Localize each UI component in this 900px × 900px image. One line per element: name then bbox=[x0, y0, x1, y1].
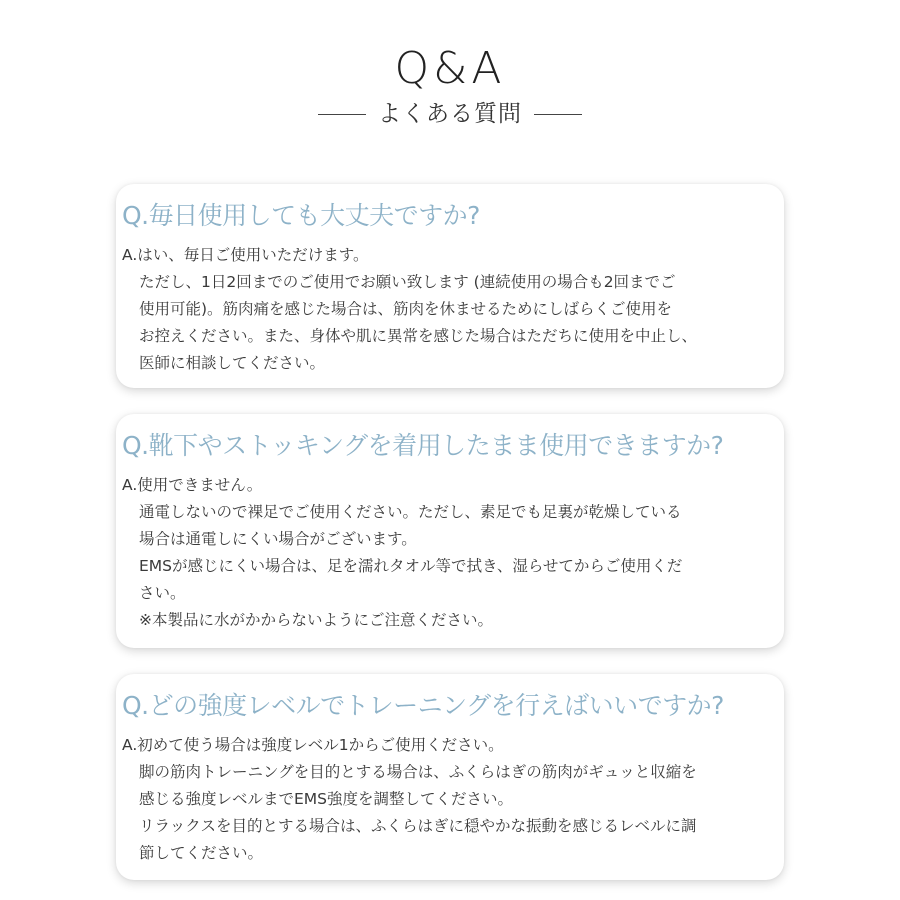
subtitle-rule-right bbox=[534, 114, 582, 115]
faq-answer-line: EMSが感じにくい場合は、足を濡れタオル等で拭き、湿らせてからご使用くだ bbox=[139, 557, 683, 575]
faq-answer-line: 脚の筋肉トレーニングを目的とする場合は、ふくらはぎの筋肉がギュッと収縮を bbox=[139, 763, 697, 781]
faq-answer-line: 使用可能)。筋肉痛を感じた場合は、筋肉を休ませるためにしばらくご使用を bbox=[139, 300, 673, 318]
faq-answer bbox=[122, 732, 780, 867]
page-header bbox=[0, 44, 900, 130]
faq-answer bbox=[122, 242, 780, 377]
faq-answer-line: 感じる強度レベルまでEMS強度を調整してください。 bbox=[139, 790, 514, 808]
subtitle-row bbox=[0, 98, 900, 130]
faq-answer-line: 医師に相談してください。 bbox=[139, 354, 326, 372]
faq-answer-line: 通電しないので裸足でご使用ください。ただし、素足でも足裏が乾燥している bbox=[139, 503, 682, 521]
subtitle-rule-left bbox=[318, 114, 366, 115]
faq-answer-line: リラックスを目的とする場合は、ふくらはぎに穏やかな振動を感じるレベルに調 bbox=[139, 817, 697, 835]
faq-answer-line: 節してください。 bbox=[139, 844, 264, 862]
faq-answer bbox=[122, 472, 780, 634]
faq-answer-lead: A.はい、毎日ご使用いただけます。 bbox=[122, 246, 369, 264]
faq-card-daily-use bbox=[116, 184, 784, 388]
faq-answer-line: さい。 bbox=[139, 584, 186, 602]
faq-question: Q.靴下やストッキングを着用したまま使用できますか? bbox=[122, 431, 724, 460]
faq-question: Q.どの強度レベルでトレーニングを行えばいいですか? bbox=[122, 691, 724, 720]
faq-card-socks bbox=[116, 414, 784, 648]
page-subtitle: よくある質問 bbox=[378, 101, 522, 127]
page-title: Q&A bbox=[394, 43, 506, 94]
faq-answer-line: お控えください。また、身体や肌に異常を感じた場合はただちに使用を中止し、 bbox=[139, 327, 698, 345]
faq-question: Q.毎日使用しても大丈夫ですか? bbox=[122, 201, 480, 230]
faq-answer-lead: A.初めて使う場合は強度レベル1からご使用ください。 bbox=[122, 736, 504, 754]
faq-answer-note: ※本製品に水がかからないようにご注意ください。 bbox=[139, 611, 493, 629]
faq-answer-lead: A.使用できません。 bbox=[122, 476, 263, 494]
faq-answer-line: 場合は通電しにくい場合がございます。 bbox=[139, 530, 417, 548]
faq-answer-line: ただし、1日2回までのご使用でお願い致します (連続使用の場合も2回までご bbox=[139, 273, 676, 291]
faq-card-intensity bbox=[116, 674, 784, 880]
